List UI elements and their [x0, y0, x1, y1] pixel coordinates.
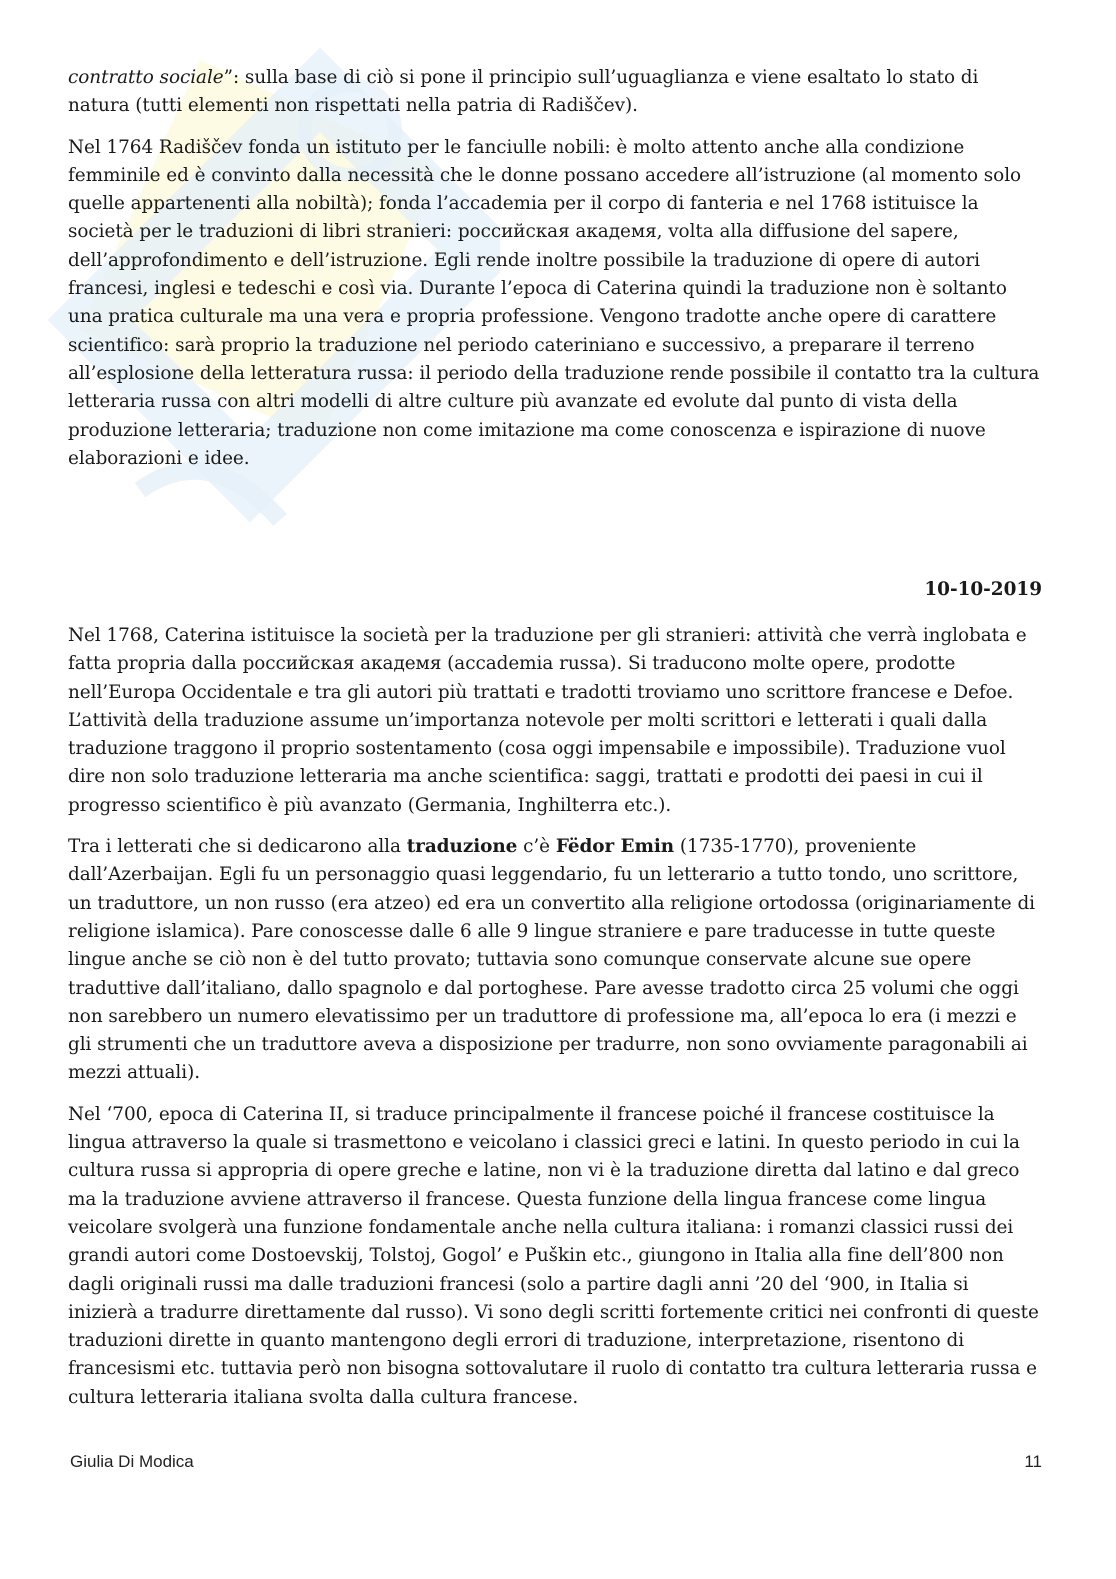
paragraph-text: c’è	[517, 836, 556, 858]
paragraph-fedor-emin	[68, 833, 1042, 1088]
section-2	[68, 622, 1042, 1425]
paragraph-text: Tra i letterati che si dedicarono alla	[68, 836, 407, 858]
bold-term-fedor-emin: Fëdor Emin	[555, 836, 675, 858]
page-number: 11	[1024, 1452, 1042, 1471]
bold-term-traduzione: traduzione	[406, 836, 518, 858]
page-footer	[70, 1452, 1042, 1480]
section-1	[68, 64, 1042, 486]
paragraph-societa-traduzione: Nel 1768, Caterina istituisce la società per la traduzione per gli stranieri: attività che verrà inglobata e fatta propria dalla российская академя (accademia russa). Si traducono molte opere, prodotte nell’Europa Occidentale e tra gli autori più trattati e tradotti troviamo uno scrittore francese e Defoe. L’attività della traduzione assume un’importanza notevole per molti scrittori e letterati i quali dalla traduzione traggono il proprio sostentamento (cosa oggi impensabile e impossibile). Traduzione vuol dire non solo traduzione letteraria ma anche scientifica: saggi, trattati e prodotti dei paesi in cui il progresso scientifico è più avanzato (Germania, Inghilterra etc.).	[68, 625, 1027, 816]
paragraph-istituto: Nel 1764 Radiščev fonda un istituto per le fanciulle nobili: è molto attento anche alla condizione femminile ed è convinto dalla necessità che le donne possano accedere all’istruzione (al momento solo quelle appartenenti alla nobiltà); fonda l’accademia per il corpo di fanteria e nel 1768 istituisce la società per le traduzioni di libri stranieri: российская академя, volta alla diffusione del sapere, dell’approfondimento e dell’istruzione. Egli rende inoltre possibile la traduzione di opere di autori francesi, inglesi e tedeschi e così via. Durante l’epoca di Caterina quindi la traduzione non è soltanto una pratica culturale ma una vera e propria professione. Vengono tradotte anche opere di carattere scientifico: sarà proprio la traduzione nel periodo cateriniano e successivo, a preparare il terreno all’esplosione della letteratura russa: il periodo della traduzione rende possibile il contatto tra la cultura letteraria russa con altri modelli di altre culture più avanzate ed evolute dal punto di vista della produzione letteraria; traduzione non come imitazione ma come conoscenza e ispirazione di nuove elaborazioni e idee.	[68, 136, 1040, 469]
footer-author: Giulia Di Modica	[70, 1452, 194, 1471]
italic-term: contratto sociale	[68, 67, 224, 88]
paragraph-text: ”: sulla base di ciò si pone il principio sull’uguaglianza e viene esaltato lo stato di natura (tutti elementi non rispettati nella patria di Radiščev).	[68, 67, 979, 117]
paragraph-text: (1735-1770), proveniente dall’Azerbaijan. Egli fu un personaggio quasi leggendario, fu un letterario a tutto tondo, uno scrittore, un traduttore, un non russo (era atzeo) ed era un convertito alla religione ortodossa (originariamente di religione islamica). Pare conoscesse dalle 6 alle 9 lingue straniere e pare traducesse in tutte queste lingue anche se ciò non è del tutto provato; tuttavia sono comunque conservate alcune sue opere traduttive dall’italiano, dallo spagnolo e dal portoghese. Pare avesse tradotto circa 25 volumi che oggi non sarebbero un numero elevatissimo per un traduttore di professione ma, all’epoca lo era (i mezzi e gli strumenti che un traduttore aveva a disposizione per tradurre, non sono ovviamente paragonabili ai mezzi attuali).	[68, 836, 1035, 1084]
section-date: 10-10-2019	[924, 579, 1042, 600]
paragraph-contratto-sociale	[68, 64, 1042, 121]
paragraph-francese: Nel ‘700, epoca di Caterina II, si traduce principalmente il francese poiché il francese costituisce la lingua attraverso la quale si trasmettono e veicolano i classici greci e latini. In questo periodo in cui la cultura russa si appropria di opere greche e latine, non vi è la traduzione diretta dal latino e dal greco ma la traduzione avviene attraverso il francese. Questa funzione della lingua francese come lingua veicolare svolgerà una funzione fondamentale anche nella cultura italiana: i romanzi classici russi dei grandi autori come Dostoevskij, Tolstoj, Gogol’ e Puškin etc., giungono in Italia alla fine dell’800 non dagli originali russi ma dalle traduzioni francesi (solo a partire dagli anni ’20 del ‘900, in Italia si inizierà a tradurre direttamente dal russo). Vi sono degli scritti fortemente critici nei confronti di queste traduzioni dirette in quanto mantengono degli errori di traduzione, interpretazione, risentono di francesismi etc. tuttavia però non bisogna sottovalutare il ruolo di contatto tra cultura letteraria russa e cultura letteraria italiana svolta dalla cultura francese.	[68, 1103, 1039, 1408]
